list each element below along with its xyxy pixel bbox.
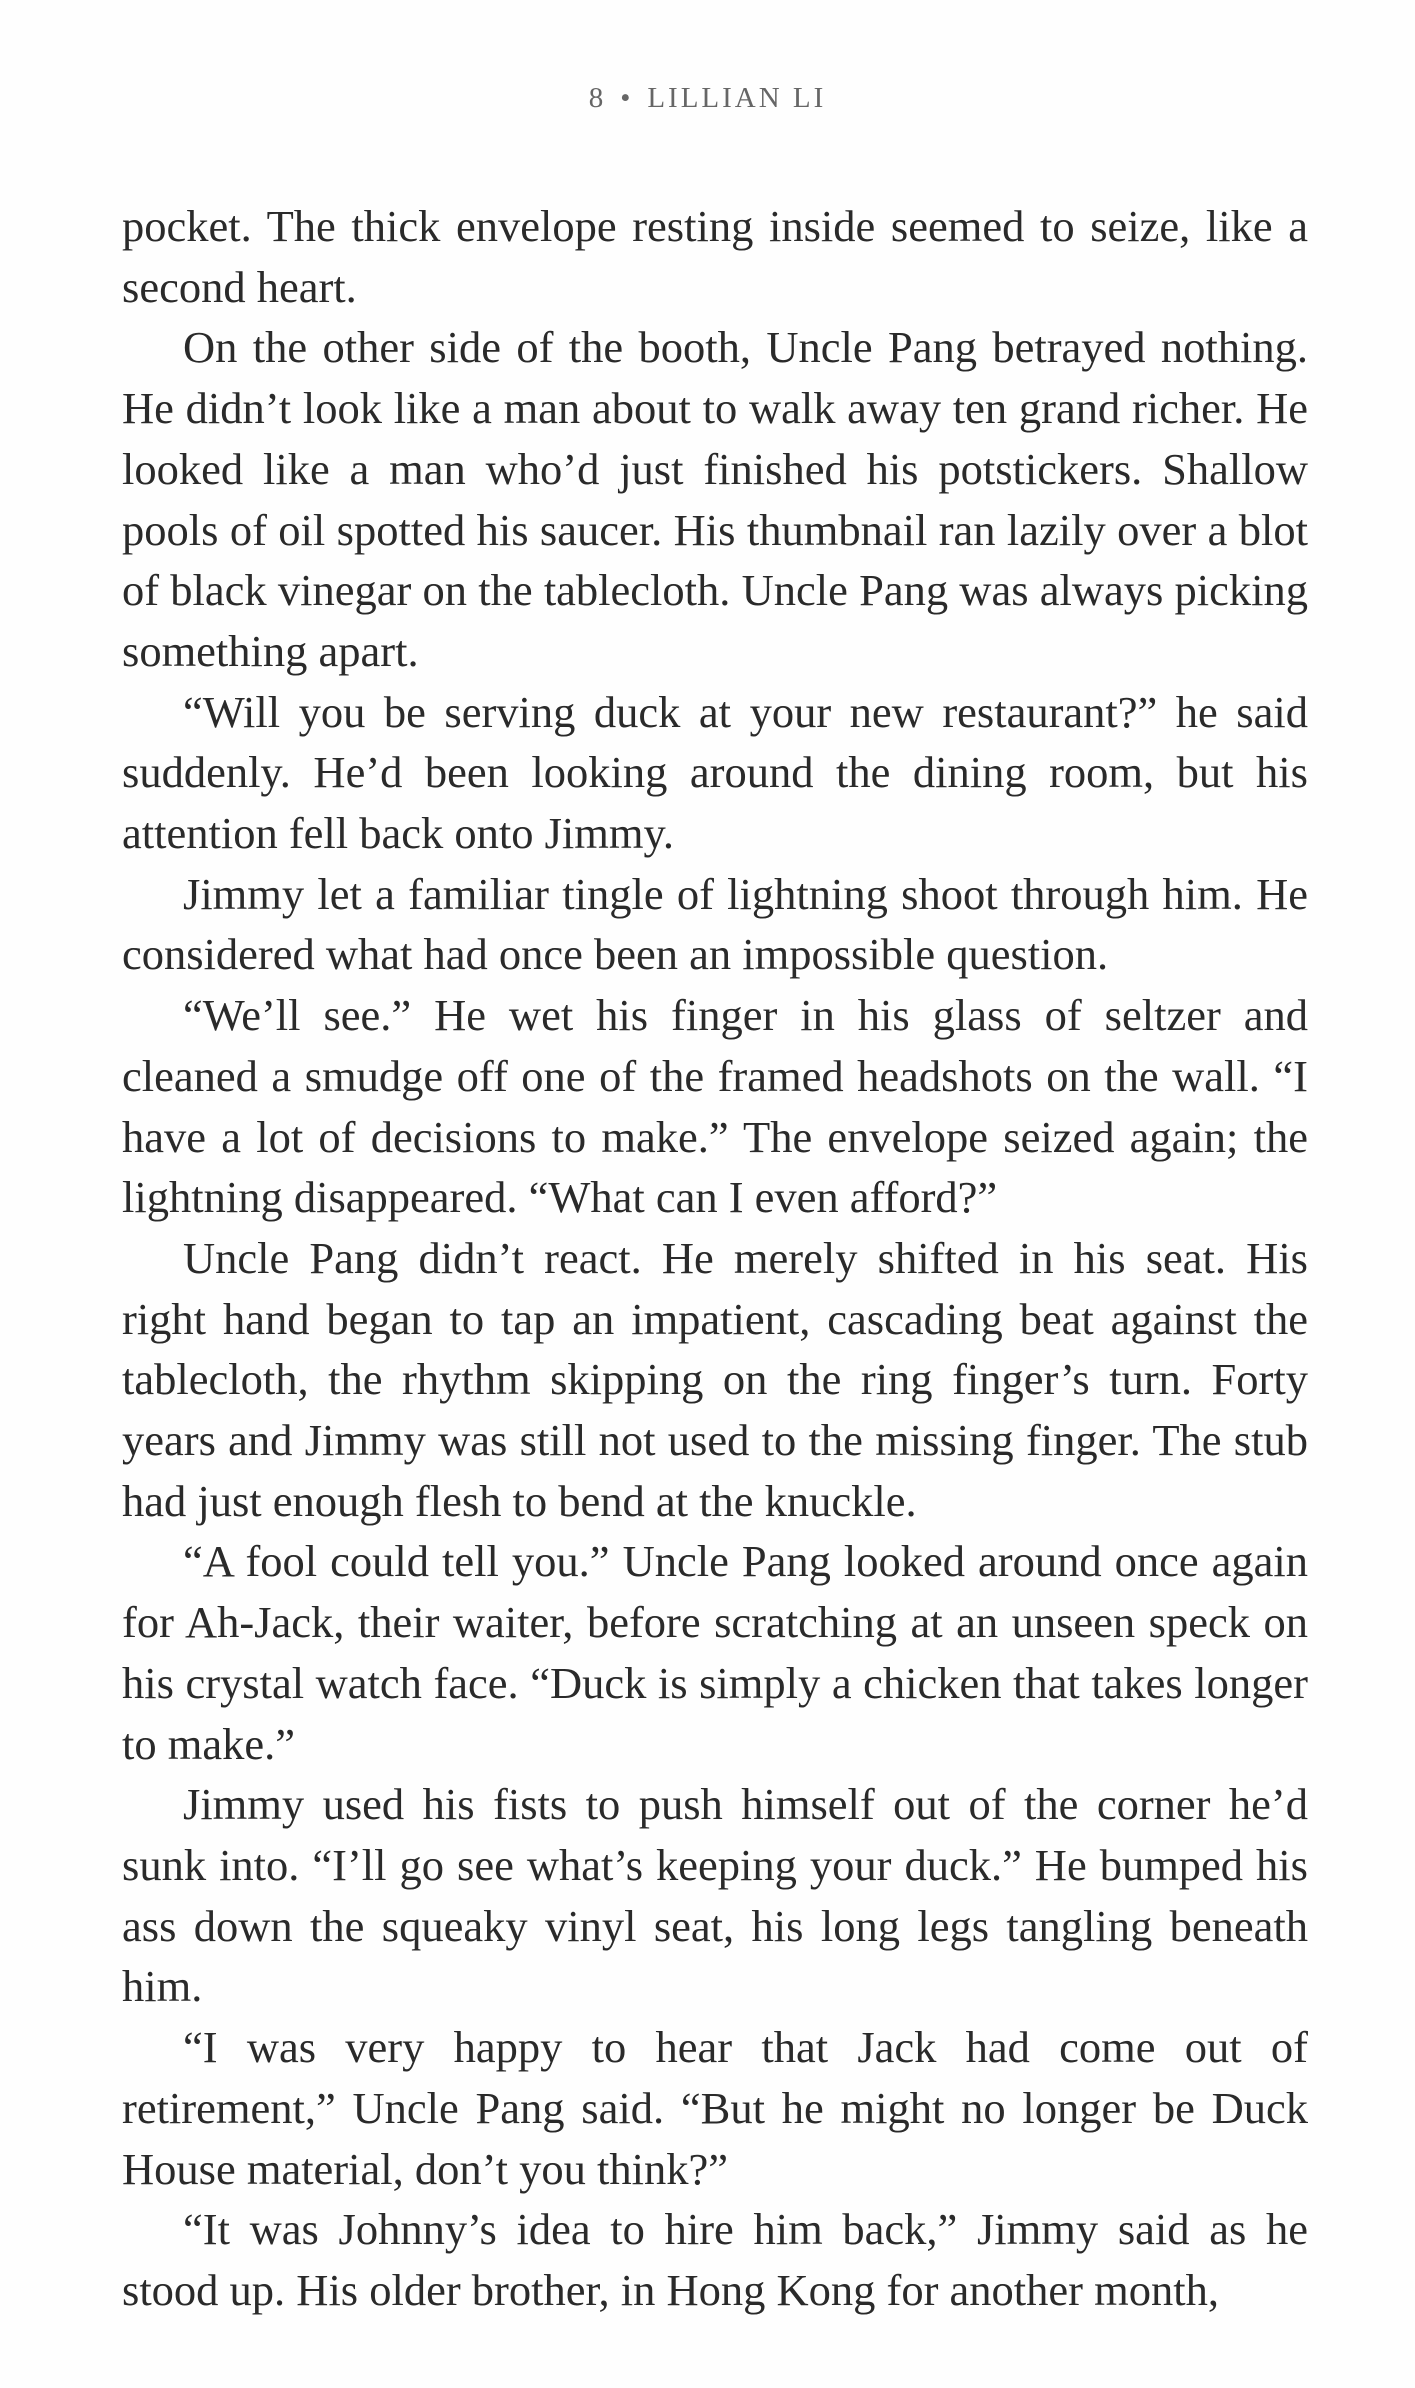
header-separator: • bbox=[620, 82, 634, 114]
paragraph-7: “A fool could tell you.” Uncle Pang looked around once again for Ah-Jack, their waiter, before scratching at an unseen speck on his crystal watch face. “Duck is simply a chicken that takes longer to make.” bbox=[122, 1536, 1308, 1769]
paragraph-5: “We’ll see.” He wet his finger in his glass of seltzer and cleaned a smudge off one of the framed headshots on the wall. “I have a lot of decisions to make.” The envelope seized again; the lightning disappeared. “What can I even afford?” bbox=[122, 990, 1308, 1223]
author-name: LILLIAN LI bbox=[647, 82, 827, 114]
paragraph-10: “It was Johnny’s idea to hire him back,” Jimmy said as he stood up. His older brother, in Hong Kong for another month, bbox=[122, 2204, 1308, 2315]
paragraph-3: “Will you be serving duck at your new restaurant?” he said suddenly. He’d been looking around the dining room, but his attention fell back onto Jimmy. bbox=[122, 686, 1308, 859]
page-number: 8 bbox=[588, 82, 607, 114]
body-text bbox=[122, 196, 1308, 2321]
paragraph-4: Jimmy let a familiar tingle of lightning shoot through him. He considered what had once been an impossible question. bbox=[122, 868, 1308, 980]
paragraph-8: Jimmy used his fists to push himself out of the corner he’d sunk into. “I’ll go see what’s keeping your duck.” He bumped his ass down the squeaky vinyl seat, his long legs tangling beneath him. bbox=[122, 1779, 1308, 2012]
paragraph-2: On the other side of the booth, Uncle Pang betrayed nothing. He didn’t look like a man about to walk away ten grand richer. He looked like a man who’d just finished his potstickers. Shallow pools of oil spotted his saucer. His thumbnail ran lazily over a blot of black vinegar on the tablecloth. Uncle Pang was always picking something apart. bbox=[122, 322, 1308, 676]
running-head bbox=[0, 82, 1415, 115]
paragraph-9: “I was very happy to hear that Jack had come out of retirement,” Uncle Pang said. “But he might no longer be Duck House material, don’t you think?” bbox=[122, 2022, 1308, 2194]
paragraph-1: pocket. The thick envelope resting inside seemed to seize, like a second heart. bbox=[122, 201, 1308, 312]
paragraph-6: Uncle Pang didn’t react. He merely shifted in his seat. His right hand began to tap an impatient, cascading beat against the tablecloth, the rhythm skipping on the ring finger’s turn. Forty years and Jimmy was still not used to the missing finger. The stub had just enough flesh to bend at the knuckle. bbox=[122, 1232, 1308, 1526]
